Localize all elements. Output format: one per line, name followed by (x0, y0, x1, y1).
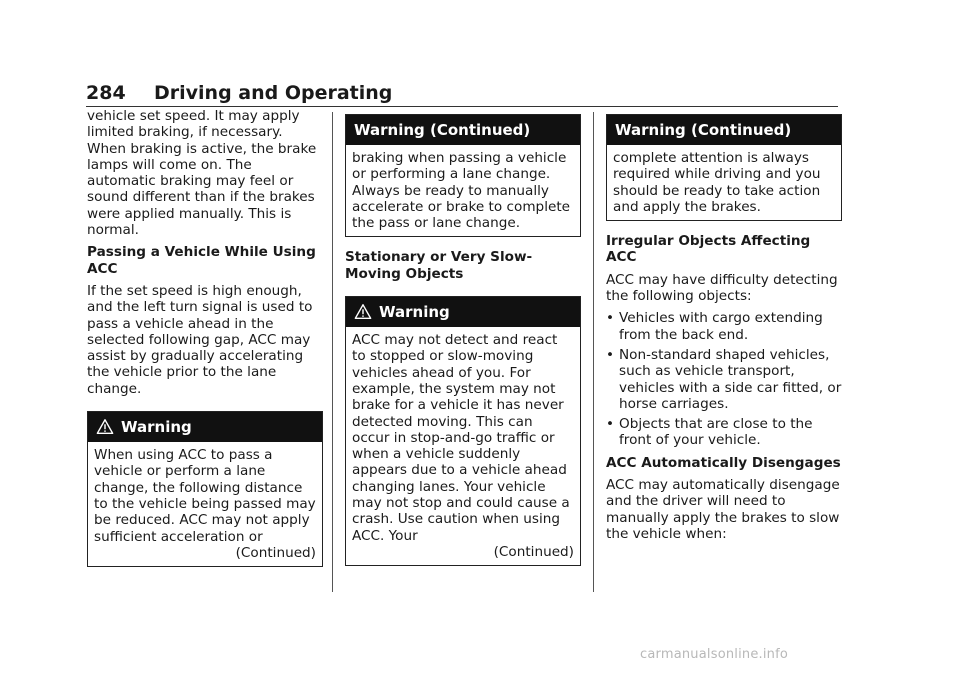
warning-text: braking when passing a vehicle or performing a lane change. Always be ready to manually accelerate or brake to complete the pass or lane change. (352, 150, 571, 232)
continued-label: (Continued) (235, 544, 316, 561)
page-header (86, 80, 838, 107)
warning-header (607, 115, 841, 145)
warning-title: Warning (Continued) (354, 120, 531, 139)
column-1 (87, 108, 323, 579)
disengages-paragraph: ACC may automatically disengage and the driver will need to manually apply the brakes to slow the vehicle when: (606, 477, 840, 542)
irregular-paragraph: ACC may have difficulty detecting the following objects: (606, 271, 838, 305)
list-item: • Vehicles with cargo extending from the back end. (606, 310, 842, 343)
column-divider (332, 112, 333, 592)
warning-header (346, 115, 580, 145)
warning-icon (96, 418, 114, 436)
warning-text: complete attention is always required while driving and you should be ready to take action and apply the brakes. (613, 150, 821, 215)
warning-title: Warning (Continued) (615, 120, 792, 139)
warning-text: When using ACC to pass a vehicle or perform a lane change, the following distance to the vehicle being passed may be reduced. ACC may not apply sufficient acceleration or (94, 447, 316, 545)
subheading-irregular: Irregular Objects Affecting ACC (606, 233, 811, 266)
watermark: carmanualsonline.info (640, 647, 789, 662)
page-number: 284 (86, 82, 126, 104)
warning-header (346, 297, 580, 327)
subheading-stationary: Stationary or Very Slow-Moving Objects (345, 249, 533, 282)
subheading-passing: Passing a Vehicle While Using ACC (87, 244, 316, 277)
warning-continued-box (345, 114, 581, 237)
subheading-disengages: ACC Automatically Disengages (606, 454, 841, 471)
intro-paragraph: vehicle set speed. It may apply limited braking, if necessary. When braking is active, the brake lamps will come on. The automatic braking may feel or sound different than if the brakes were applied manually. This is normal. (87, 108, 317, 239)
warning-header (88, 412, 322, 442)
column-2 (345, 108, 581, 578)
warning-title: Warning (379, 302, 450, 321)
column-3 (606, 108, 842, 548)
warning-title: Warning (121, 417, 192, 436)
continued-label: (Continued) (493, 543, 574, 560)
warning-continued-box (606, 114, 842, 221)
warning-box (87, 411, 323, 567)
warning-text: ACC may not detect and react to stopped or slow-moving vehicles ahead of you. For example, the system may not brake for a vehicle it has never detected moving. This can occur in stop-and-go traffic or when a vehicle suddenly appears due to a vehicle ahead changing lanes. Your vehicle may not stop and could cause a crash. Use caution when using ACC. Your (352, 332, 570, 544)
column-divider (593, 112, 594, 592)
list-item: • Objects that are close to the front of your vehicle. (606, 416, 842, 449)
page-title: Driving and Operating (154, 82, 393, 104)
objects-list (606, 310, 842, 448)
warning-box (345, 296, 581, 566)
warning-icon (354, 303, 372, 321)
list-item: • Non-standard shaped vehicles, such as vehicle transport, vehicles with a side car fitted, or horse carriages. (606, 347, 842, 412)
passing-paragraph: If the set speed is high enough, and the left turn signal is used to pass a vehicle ahead in the selected following gap, ACC may assist by gradually accelerating the vehicle prior to the lane change. (87, 282, 313, 397)
